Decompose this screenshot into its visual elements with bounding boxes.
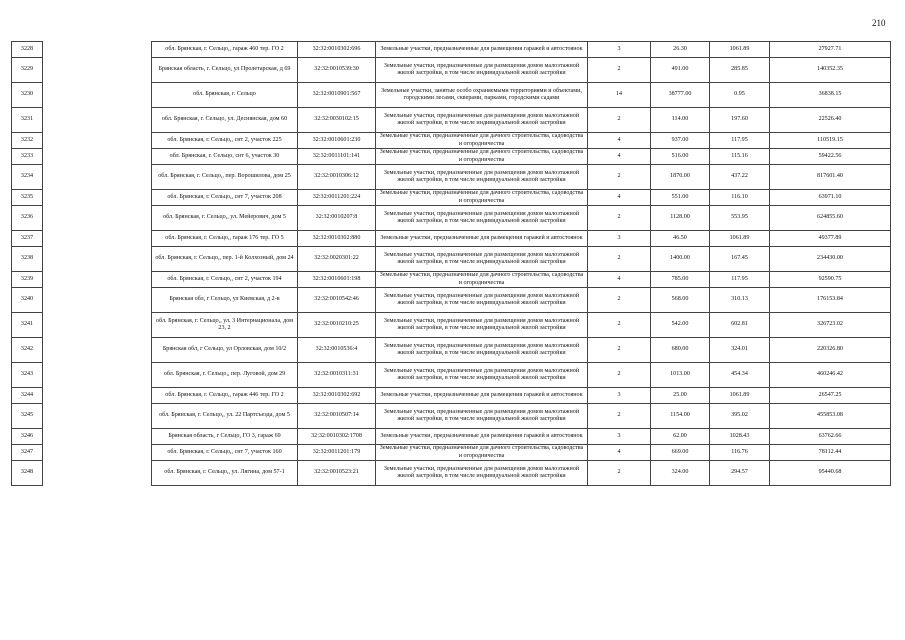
cadastral-number-cell: 32:32:0030102:15 — [298, 108, 376, 133]
area-cell: 1400.00 — [651, 247, 710, 272]
row-id-cell: 3236 — [12, 206, 43, 231]
group-number-cell: 2 — [588, 58, 651, 83]
address-cell: обл. Брянская, г. Сельцо,, ул. Лягина, дом 57-1 — [152, 461, 298, 486]
row-id-cell: 3242 — [12, 338, 43, 363]
group-number-cell: 4 — [588, 149, 651, 165]
blank-cell — [43, 133, 152, 149]
area-cell: 114.00 — [651, 108, 710, 133]
cadastral-value-cell: 326723.02 — [770, 313, 891, 338]
row-id-cell: 3233 — [12, 149, 43, 165]
cadastral-number-cell: 32:32:0010601:230 — [298, 133, 376, 149]
row-id-cell: 3228 — [12, 42, 43, 58]
address-cell: обл. Брянская, г. Сельцо,, гараж 446 тер. ГО 2 — [152, 388, 298, 404]
land-use-cell: Земельные участки, предназначенные для размещения домов малоэтажной жилой застройки, в том числе индивидуальной жилой застройки — [376, 363, 588, 388]
land-use-cell: Земельные участки, предназначенные для дачного строительства, садоводства и огородничества — [376, 149, 588, 165]
specific-value-cell: 116.10 — [710, 190, 770, 206]
cadastral-value-cell: 63762.66 — [770, 429, 891, 445]
address-cell: обл. Брянская, г. Сельцо,, снт 7, участок 160 — [152, 445, 298, 461]
row-id-cell: 3240 — [12, 288, 43, 313]
area-cell: 568.00 — [651, 288, 710, 313]
land-use-cell: Земельные участки, занятые особо охраняемыми территориями и объектами, городскими лесами, скверами, парками, городскими садами — [376, 83, 588, 108]
row-id-cell: 3247 — [12, 445, 43, 461]
land-use-cell: Земельные участки, предназначенные для размещения гаражей и автостоянок — [376, 388, 588, 404]
area-cell: 38777.00 — [651, 83, 710, 108]
row-id-cell: 3246 — [12, 429, 43, 445]
group-number-cell: 14 — [588, 83, 651, 108]
table-row — [12, 445, 891, 461]
cadastral-value-table — [11, 41, 891, 486]
cadastral-value-cell: 59422.56 — [770, 149, 891, 165]
blank-cell — [43, 404, 152, 429]
blank-cell — [43, 429, 152, 445]
cadastral-number-cell: 32:32:0010302:1708 — [298, 429, 376, 445]
table-row — [12, 429, 891, 445]
cadastral-value-cell: 22526.40 — [770, 108, 891, 133]
table-row — [12, 165, 891, 190]
cadastral-value-cell: 26547.25 — [770, 388, 891, 404]
table-row — [12, 83, 891, 108]
area-cell: 25.00 — [651, 388, 710, 404]
table-row — [12, 231, 891, 247]
area-cell: 1128.00 — [651, 206, 710, 231]
address-cell: обл. Брянская, г. Сельцо,, ул. 3 Интернационала, дом 23, 2 — [152, 313, 298, 338]
group-number-cell: 2 — [588, 313, 651, 338]
group-number-cell: 2 — [588, 338, 651, 363]
table-row — [12, 58, 891, 83]
specific-value-cell: 117.95 — [710, 133, 770, 149]
group-number-cell: 3 — [588, 231, 651, 247]
area-cell: 516.00 — [651, 149, 710, 165]
table-row — [12, 42, 891, 58]
address-cell: обл. Брянская, г. Сельцо,, пер. 1-й Колхозный, дом 24 — [152, 247, 298, 272]
row-id-cell: 3238 — [12, 247, 43, 272]
specific-value-cell: 167.45 — [710, 247, 770, 272]
address-cell: Брянская область, г. Сельцо, ул Пролетарская, д 69 — [152, 58, 298, 83]
blank-cell — [43, 58, 152, 83]
table-row — [12, 190, 891, 206]
blank-cell — [43, 288, 152, 313]
group-number-cell: 2 — [588, 247, 651, 272]
blank-cell — [43, 272, 152, 288]
specific-value-cell: 0.95 — [710, 83, 770, 108]
cadastral-number-cell: 32:32:0011201:179 — [298, 445, 376, 461]
row-id-cell: 3237 — [12, 231, 43, 247]
specific-value-cell: 1028.43 — [710, 429, 770, 445]
cadastral-value-cell: 460246.42 — [770, 363, 891, 388]
cadastral-value-cell: 455853.08 — [770, 404, 891, 429]
group-number-cell: 2 — [588, 288, 651, 313]
specific-value-cell: 197.60 — [710, 108, 770, 133]
group-number-cell: 4 — [588, 133, 651, 149]
address-cell: Брянская область, г Сельцо, ГО 3, гараж 69 — [152, 429, 298, 445]
cadastral-value-cell: 49377.89 — [770, 231, 891, 247]
specific-value-cell: 1061.89 — [710, 231, 770, 247]
area-cell: 26.30 — [651, 42, 710, 58]
specific-value-cell: 117.95 — [710, 272, 770, 288]
cadastral-value-cell: 78112.44 — [770, 445, 891, 461]
blank-cell — [43, 338, 152, 363]
blank-cell — [43, 388, 152, 404]
cadastral-value-cell: 220326.80 — [770, 338, 891, 363]
address-cell: обл. Брянская, г. Сельцо,, гараж 460 тер. ГО 2 — [152, 42, 298, 58]
land-use-cell: Земельные участки, предназначенные для размещения домов малоэтажной жилой застройки, в том числе индивидуальной жилой застройки — [376, 58, 588, 83]
group-number-cell: 2 — [588, 165, 651, 190]
address-cell: обл. Брянская, г. Сельцо — [152, 83, 298, 108]
row-id-cell: 3230 — [12, 83, 43, 108]
address-cell: обл. Брянская, г. Сельцо,, пер. Ворошилова, дом 25 — [152, 165, 298, 190]
specific-value-cell: 437.22 — [710, 165, 770, 190]
address-cell: обл. Брянская, г. Сельцо,, снт 7, участок 208 — [152, 190, 298, 206]
specific-value-cell: 454.34 — [710, 363, 770, 388]
area-cell: 46.50 — [651, 231, 710, 247]
cadastral-number-cell: 32:32:0010507:14 — [298, 404, 376, 429]
area-cell: 542.00 — [651, 313, 710, 338]
blank-cell — [43, 247, 152, 272]
table-row — [12, 206, 891, 231]
address-cell: обл. Брянская, г. Сельцо,, снт 2, участок 225 — [152, 133, 298, 149]
table-row — [12, 388, 891, 404]
area-cell: 669.00 — [651, 445, 710, 461]
address-cell: обл. Брянская, г. Сельцо, снт 6, участок 30 — [152, 149, 298, 165]
cadastral-number-cell: 32:32:0010523:21 — [298, 461, 376, 486]
area-cell: 1870.00 — [651, 165, 710, 190]
table-row — [12, 461, 891, 486]
cadastral-number-cell: 32:32:0010542:46 — [298, 288, 376, 313]
table-row — [12, 313, 891, 338]
table-row — [12, 338, 891, 363]
group-number-cell: 4 — [588, 272, 651, 288]
address-cell: обл. Брянская, г. Сельцо, ул. Деснянская, дом 60 — [152, 108, 298, 133]
blank-cell — [43, 313, 152, 338]
specific-value-cell: 324.01 — [710, 338, 770, 363]
address-cell: Брянская обл, г Сельцо, ул Киевская, д 2-в — [152, 288, 298, 313]
group-number-cell: 2 — [588, 108, 651, 133]
address-cell: Брянская обл, г Сельцо, ул Орловская, дом 10/2 — [152, 338, 298, 363]
cadastral-value-cell: 110519.15 — [770, 133, 891, 149]
cadastral-value-cell: 176153.84 — [770, 288, 891, 313]
cadastral-value-cell: 140352.35 — [770, 58, 891, 83]
area-cell: 1013.00 — [651, 363, 710, 388]
blank-cell — [43, 190, 152, 206]
group-number-cell: 2 — [588, 363, 651, 388]
cadastral-number-cell: 32:32:0010207:8 — [298, 206, 376, 231]
area-cell: 324.00 — [651, 461, 710, 486]
land-use-cell: Земельные участки, предназначенные для размещения домов малоэтажной жилой застройки, в том числе индивидуальной жилой застройки — [376, 461, 588, 486]
blank-cell — [43, 108, 152, 133]
table-row — [12, 288, 891, 313]
address-cell: обл. Брянская, г. Сельцо,, гараж 176 тер. ГО 5 — [152, 231, 298, 247]
area-cell: 551.00 — [651, 190, 710, 206]
blank-cell — [43, 363, 152, 388]
land-use-cell: Земельные участки, предназначенные для дачного строительства, садоводства и огородничества — [376, 190, 588, 206]
land-use-cell: Земельные участки, предназначенные для размещения домов малоэтажной жилой застройки, в том числе индивидуальной жилой застройки — [376, 404, 588, 429]
row-id-cell: 3239 — [12, 272, 43, 288]
specific-value-cell: 602.81 — [710, 313, 770, 338]
area-cell: 1154.00 — [651, 404, 710, 429]
row-id-cell: 3245 — [12, 404, 43, 429]
table-row — [12, 272, 891, 288]
specific-value-cell: 1061.89 — [710, 388, 770, 404]
blank-cell — [43, 231, 152, 247]
table-row — [12, 247, 891, 272]
land-use-cell: Земельные участки, предназначенные для размещения домов малоэтажной жилой застройки, в том числе индивидуальной жилой застройки — [376, 247, 588, 272]
address-cell: обл. Брянская, г. Сельцо,, ул. Мейерович, дом 5 — [152, 206, 298, 231]
area-cell: 680.00 — [651, 338, 710, 363]
cadastral-number-cell: 32:32:0011201:224 — [298, 190, 376, 206]
cadastral-number-cell: 32:32:0010601:198 — [298, 272, 376, 288]
group-number-cell: 3 — [588, 388, 651, 404]
land-use-cell: Земельные участки, предназначенные для размещения гаражей и автостоянок — [376, 42, 588, 58]
area-cell: 785.00 — [651, 272, 710, 288]
cadastral-number-cell: 32:32:0010210:25 — [298, 313, 376, 338]
specific-value-cell: 115.16 — [710, 149, 770, 165]
row-id-cell: 3231 — [12, 108, 43, 133]
blank-cell — [43, 83, 152, 108]
specific-value-cell: 1061.89 — [710, 42, 770, 58]
land-use-cell: Земельные участки, предназначенные для размещения домов малоэтажной жилой застройки, в том числе индивидуальной жилой застройки — [376, 313, 588, 338]
cadastral-value-cell: 624855.60 — [770, 206, 891, 231]
land-use-cell: Земельные участки, предназначенные для размещения домов малоэтажной жилой застройки, в том числе индивидуальной жилой застройки — [376, 288, 588, 313]
cadastral-number-cell: 32:32:0010539:30 — [298, 58, 376, 83]
group-number-cell: 2 — [588, 404, 651, 429]
address-cell: обл. Брянская, г. Сельцо,, пер. Луговой, дом 29 — [152, 363, 298, 388]
cadastral-value-cell: 63971.10 — [770, 190, 891, 206]
blank-cell — [43, 445, 152, 461]
group-number-cell: 4 — [588, 445, 651, 461]
specific-value-cell: 285.85 — [710, 58, 770, 83]
blank-cell — [43, 461, 152, 486]
cadastral-value-cell: 234430.00 — [770, 247, 891, 272]
land-use-cell: Земельные участки, предназначенные для дачного строительства, садоводства и огородничества — [376, 133, 588, 149]
address-cell: обл. Брянская, г. Сельцо,, снт 2, участок 194 — [152, 272, 298, 288]
table-body — [12, 42, 891, 486]
row-id-cell: 3244 — [12, 388, 43, 404]
specific-value-cell: 310.13 — [710, 288, 770, 313]
specific-value-cell: 553.95 — [710, 206, 770, 231]
cadastral-number-cell: 32:32:0010311:31 — [298, 363, 376, 388]
area-cell: 937.00 — [651, 133, 710, 149]
land-use-cell: Земельные участки, предназначенные для размещения домов малоэтажной жилой застройки, в том числе индивидуальной жилой застройки — [376, 165, 588, 190]
group-number-cell: 3 — [588, 429, 651, 445]
blank-cell — [43, 206, 152, 231]
land-use-cell: Земельные участки, предназначенные для размещения гаражей и автостоянок — [376, 231, 588, 247]
cadastral-number-cell: 32:32:0010306:12 — [298, 165, 376, 190]
group-number-cell: 3 — [588, 42, 651, 58]
land-use-cell: Земельные участки, предназначенные для размещения домов малоэтажной жилой застройки, в том числе индивидуальной жилой застройки — [376, 108, 588, 133]
row-id-cell: 3248 — [12, 461, 43, 486]
area-cell: 491.00 — [651, 58, 710, 83]
cadastral-number-cell: 32:32:0020301:22 — [298, 247, 376, 272]
table-row — [12, 404, 891, 429]
page-number: 210 — [872, 18, 886, 28]
row-id-cell: 3234 — [12, 165, 43, 190]
row-id-cell: 3229 — [12, 58, 43, 83]
cadastral-number-cell: 32:32:0010302:696 — [298, 42, 376, 58]
cadastral-number-cell: 32:32:0011101:141 — [298, 149, 376, 165]
specific-value-cell: 395.02 — [710, 404, 770, 429]
row-id-cell: 3243 — [12, 363, 43, 388]
cadastral-value-cell: 92590.75 — [770, 272, 891, 288]
group-number-cell: 4 — [588, 190, 651, 206]
row-id-cell: 3232 — [12, 133, 43, 149]
cadastral-number-cell: 32:32:0010901:567 — [298, 83, 376, 108]
table-row — [12, 133, 891, 149]
group-number-cell: 2 — [588, 206, 651, 231]
cadastral-number-cell: 32:32:0010302:692 — [298, 388, 376, 404]
land-use-cell: Земельные участки, предназначенные для размещения домов малоэтажной жилой застройки, в том числе индивидуальной жилой застройки — [376, 338, 588, 363]
cadastral-value-cell: 95440.68 — [770, 461, 891, 486]
area-cell: 62.00 — [651, 429, 710, 445]
land-use-cell: Земельные участки, предназначенные для размещения гаражей и автостоянок — [376, 429, 588, 445]
specific-value-cell: 116.76 — [710, 445, 770, 461]
cadastral-number-cell: 32:32:0010536:4 — [298, 338, 376, 363]
table-row — [12, 108, 891, 133]
blank-cell — [43, 42, 152, 58]
blank-cell — [43, 165, 152, 190]
row-id-cell: 3235 — [12, 190, 43, 206]
cadastral-value-cell: 27927.71 — [770, 42, 891, 58]
cadastral-value-cell: 817601.40 — [770, 165, 891, 190]
cadastral-number-cell: 32:32:0010302:880 — [298, 231, 376, 247]
table-row — [12, 363, 891, 388]
land-use-cell: Земельные участки, предназначенные для дачного строительства, садоводства и огородничества — [376, 272, 588, 288]
group-number-cell: 2 — [588, 461, 651, 486]
row-id-cell: 3241 — [12, 313, 43, 338]
land-use-cell: Земельные участки, предназначенные для размещения домов малоэтажной жилой застройки, в том числе индивидуальной жилой застройки — [376, 206, 588, 231]
cadastral-value-cell: 36838.15 — [770, 83, 891, 108]
address-cell: обл. Брянская, г. Сельцо,, ул. 22 Партсъезда, дом 5 — [152, 404, 298, 429]
blank-cell — [43, 149, 152, 165]
specific-value-cell: 294.57 — [710, 461, 770, 486]
land-use-cell: Земельные участки, предназначенные для дачного строительства, садоводства и огородничества — [376, 445, 588, 461]
table-row — [12, 149, 891, 165]
